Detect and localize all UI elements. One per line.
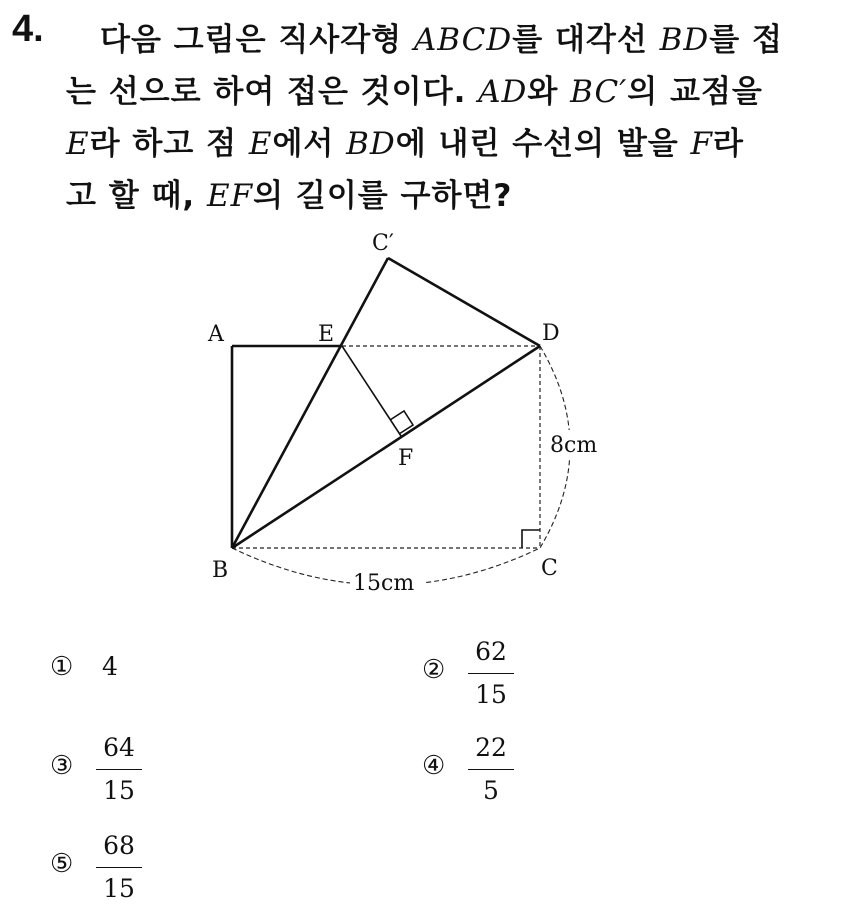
choice-5-number: ⑤ xyxy=(50,849,74,879)
math-symbol: ABCD xyxy=(413,22,513,58)
choice-4-number: ④ xyxy=(422,751,446,781)
label-b: B xyxy=(212,558,229,583)
choice-1[interactable] xyxy=(50,652,250,692)
choice-2-number: ② xyxy=(422,655,446,685)
dimension-label-cd: 8cm xyxy=(550,433,598,458)
label-c-prime: C′ xyxy=(372,231,394,256)
math-symbol: BD xyxy=(346,126,396,162)
question-number: 4. xyxy=(12,8,44,50)
math-symbol: F xyxy=(690,126,714,162)
stem-text: 의 길이를 구하면? xyxy=(253,178,513,214)
label-e: E xyxy=(318,322,335,347)
choice-2-denominator: 15 xyxy=(475,680,507,709)
choice-3[interactable] xyxy=(50,731,250,811)
stem-text: 를 접 xyxy=(709,22,783,58)
choice-5[interactable] xyxy=(50,829,250,909)
math-symbol: AD xyxy=(478,74,528,110)
choice-3-number: ③ xyxy=(50,751,74,781)
stem-text: 에서 xyxy=(272,126,347,162)
choice-3-denominator: 15 xyxy=(103,776,135,805)
label-a: A xyxy=(208,322,224,347)
choice-4[interactable] xyxy=(422,731,622,811)
math-symbol: E xyxy=(248,126,273,162)
stem-text: 고 할 때, xyxy=(66,178,207,214)
label-c: C xyxy=(541,556,558,581)
choice-3-numerator: 64 xyxy=(103,733,135,762)
stem-text: 는 선으로 하여 접은 것이다. xyxy=(66,74,479,110)
choice-1-value: 4 xyxy=(102,652,118,681)
choice-5-denominator: 15 xyxy=(103,874,135,903)
stem-text: 라 하고 점 xyxy=(89,126,249,162)
math-symbol: BD xyxy=(659,22,710,58)
segment-bc-prime xyxy=(232,258,388,548)
choice-4-fraction xyxy=(468,731,514,808)
stem-text: 다음 그림은 직사각형 xyxy=(100,22,414,58)
choice-5-numerator: 68 xyxy=(103,831,135,860)
choice-4-denominator: 5 xyxy=(483,776,499,805)
math-symbol: E xyxy=(66,126,90,162)
stem-text: 를 대각선 xyxy=(512,22,660,58)
choice-1-number: ① xyxy=(50,652,74,682)
stem-text: 라 xyxy=(713,126,744,162)
stem-text: 와 xyxy=(527,74,571,110)
segment-ef xyxy=(342,346,401,436)
choice-3-fraction xyxy=(96,731,142,808)
choice-5-fraction xyxy=(96,829,142,906)
dimension-label-bc: 15cm xyxy=(353,571,415,596)
right-angle-mark-c xyxy=(522,530,540,548)
math-symbol: BC′ xyxy=(570,74,628,110)
choice-2[interactable] xyxy=(422,635,622,715)
choice-2-fraction xyxy=(468,635,514,712)
choice-4-numerator: 22 xyxy=(475,733,507,762)
stem-text: 에 내린 수선의 발을 xyxy=(395,126,691,162)
segment-bd xyxy=(232,346,540,548)
stem-text: 의 교점을 xyxy=(627,74,763,110)
segment-c-prime-d xyxy=(388,258,540,346)
label-f: F xyxy=(398,446,414,471)
choice-2-numerator: 62 xyxy=(475,637,507,666)
label-d: D xyxy=(542,321,560,346)
math-symbol: EF xyxy=(207,178,254,214)
